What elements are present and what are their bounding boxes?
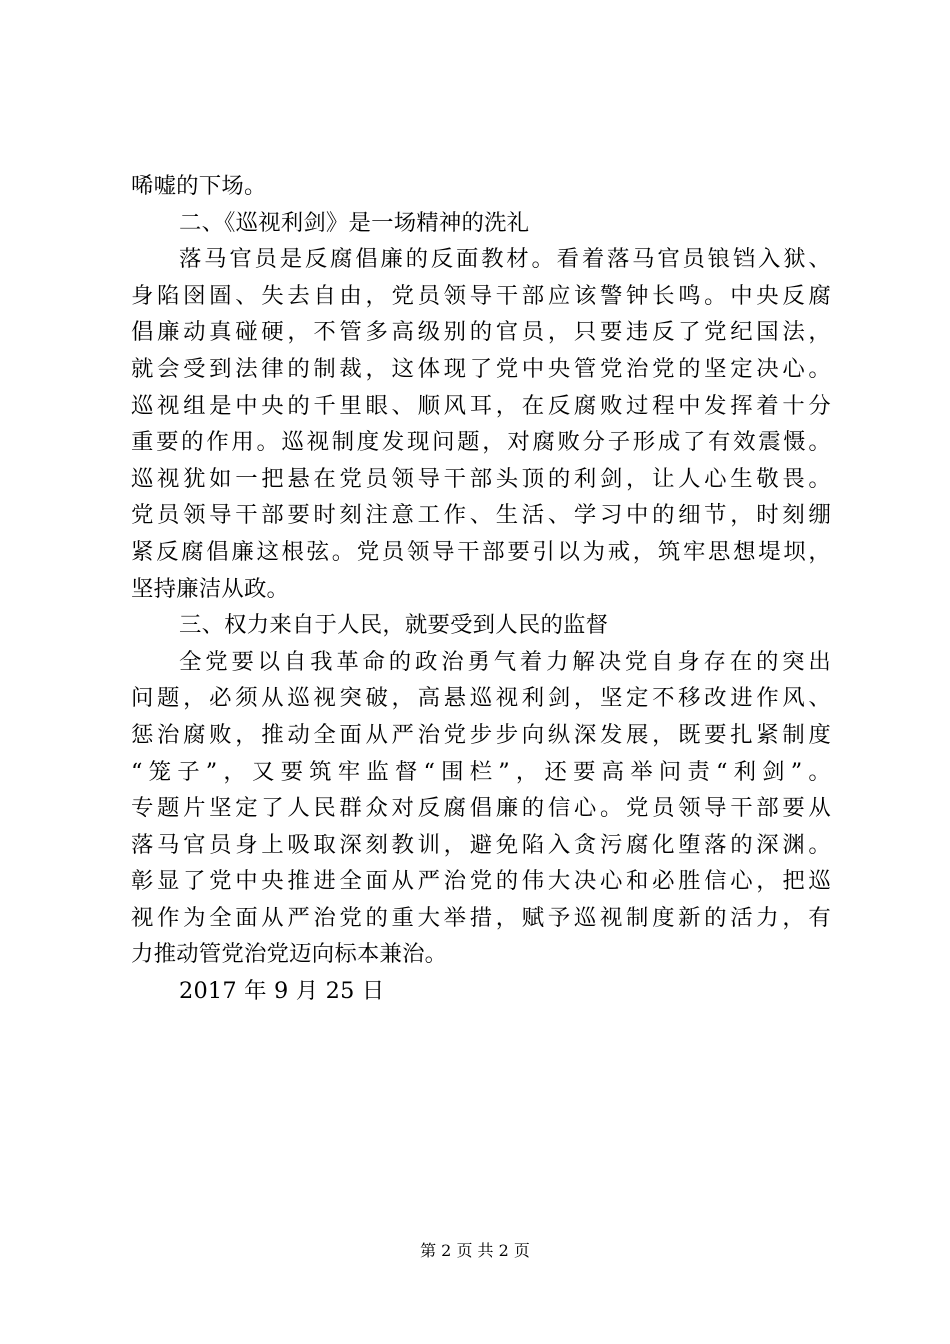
paragraph-line: 重要的作用。巡视制度发现问题，对腐败分子形成了有效震慑。 [131, 429, 831, 456]
paragraph-line: 倡廉动真碰硬，不管多高级别的官员，只要违反了党纪国法， [131, 319, 831, 346]
paragraph-line: 彰显了党中央推进全面从严治党的伟大决心和必胜信心，把巡 [131, 868, 831, 895]
paragraph-line: 落马官员身上吸取深刻教训，避免陷入贪污腐化堕落的深渊。 [131, 831, 831, 858]
paragraph-line: 落马官员是反腐倡廉的反面教材。看着落马官员锒铛入狱、 [179, 246, 831, 273]
paragraph-line: 力推动管党治党迈向标本兼治。 [131, 941, 448, 968]
section-heading: 二、《巡视利剑》是一场精神的洗礼 [179, 209, 530, 236]
paragraph-line: 巡视组是中央的千里眼、顺风耳，在反腐败过程中发挥着十分 [131, 392, 831, 419]
page-number-footer: 第 2 页 共 2 页 [420, 1241, 530, 1260]
paragraph-line: 坚持廉洁从政。 [131, 575, 290, 602]
paragraph-line: 专题片坚定了人民群众对反腐倡廉的信心。党员领导干部要从 [131, 795, 831, 822]
paragraph-line: “笼子”，又要筑牢监督“围栏”，还要高举问责“利剑”。 [131, 758, 831, 785]
paragraph-line: 惩治腐败，推动全面从严治党步步向纵深发展，既要扎紧制度 [131, 721, 831, 748]
paragraph-line: 就会受到法律的制裁，这体现了党中央管党治党的坚定决心。 [131, 355, 831, 382]
paragraph-line: 党员领导干部要时刻注意工作、生活、学习中的细节，时刻绷 [131, 502, 831, 529]
paragraph-line: 身陷囹圄、失去自由，党员领导干部应该警钟长鸣。中央反腐 [131, 282, 831, 309]
paragraph-line: 紧反腐倡廉这根弦。党员领导干部要引以为戒，筑牢思想堤坝， [131, 538, 831, 565]
document-body [131, 168, 831, 1010]
document-date: 2017 年 9 月 25 日 [179, 978, 385, 1005]
paragraph-line: 全党要以自我革命的政治勇气着力解决党自身存在的突出 [179, 648, 831, 675]
paragraph-line: 视作为全面从严治党的重大举措，赋予巡视制度新的活力，有 [131, 904, 831, 931]
paragraph-line: 问题，必须从巡视突破，高悬巡视利剑，坚定不移改进作风、 [131, 685, 831, 712]
section-heading: 三、权力来自于人民，就要受到人民的监督 [179, 612, 609, 639]
paragraph-line: 巡视犹如一把悬在党员领导干部头顶的利剑，让人心生敬畏。 [131, 465, 831, 492]
paragraph-line: 唏嘘的下场。 [131, 173, 267, 199]
